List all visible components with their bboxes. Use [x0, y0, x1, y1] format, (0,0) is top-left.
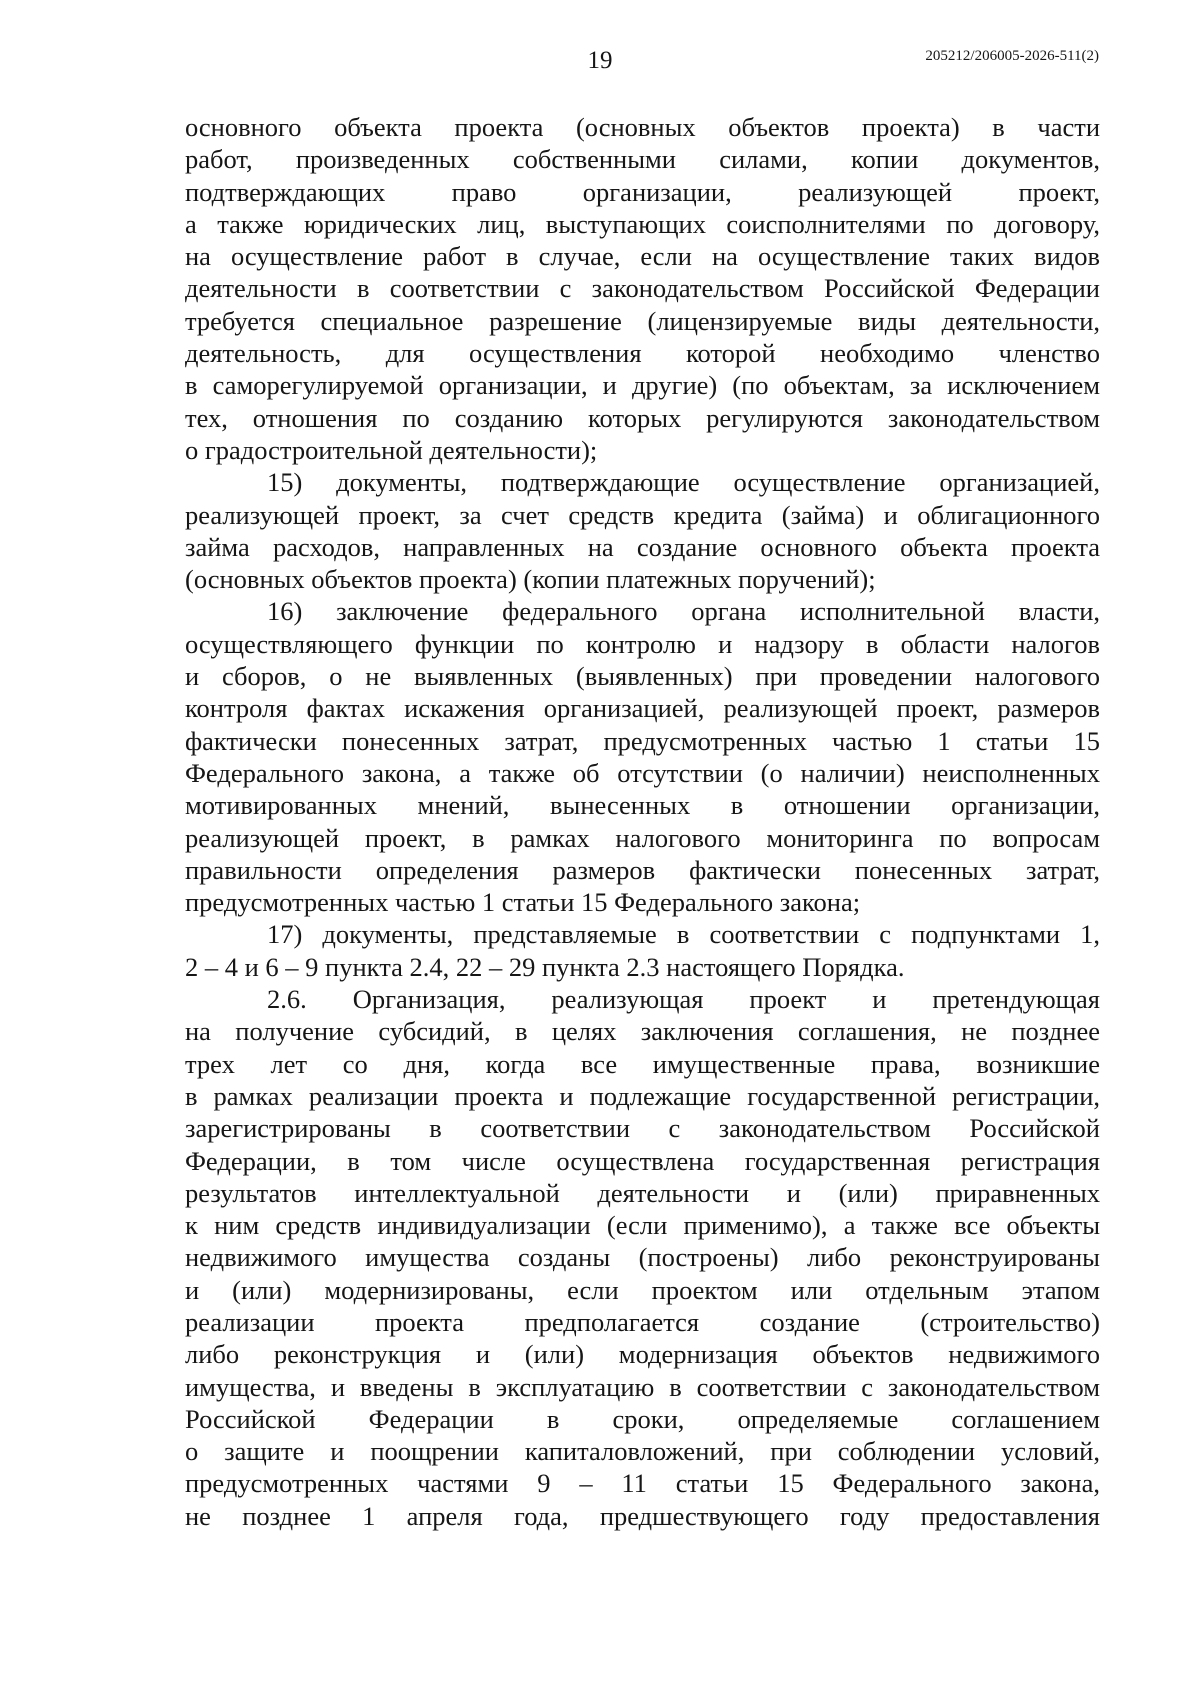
- text-line: 16) заключение федерального органа исполнительной власти,: [267, 596, 1100, 627]
- text-line: требуется специальное разрешение (лицензируемые виды деятельности,: [185, 305, 1100, 336]
- text-line: либо реконструкция и (или) модернизация объектов недвижимого: [185, 1339, 1100, 1370]
- text-line: 15) документы, подтверждающие осуществление организацией,: [267, 467, 1100, 498]
- text-line: контроля фактах искажения организацией, реализующей проект, размеров: [185, 693, 1100, 724]
- paragraph: [185, 466, 1100, 595]
- text-line: подтверждающих право организации, реализующей проект,: [185, 176, 1100, 207]
- text-line: фактически понесенных затрат, предусмотренных частью 1 статьи 15: [185, 725, 1100, 756]
- text-line: зарегистрированы в соответствии с законодательством Российской: [185, 1113, 1100, 1144]
- text-line: Российской Федерации в сроки, определяемые соглашением: [185, 1403, 1100, 1434]
- text-line: к ним средств индивидуализации (если применимо), а также все объекты: [185, 1210, 1100, 1241]
- text-line: мотивированных мнений, вынесенных в отношении организации,: [185, 790, 1100, 821]
- text-line: на осуществление работ в случае, если на осуществление таких видов: [185, 241, 1100, 272]
- text-line: реализации проекта предполагается создание (строительство): [185, 1306, 1100, 1337]
- text-line: 2.6. Организация, реализующая проект и претендующая: [267, 984, 1100, 1015]
- text-line: а также юридических лиц, выступающих соисполнителями по договору,: [185, 208, 1100, 239]
- text-line: займа расходов, направленных на создание основного объекта проекта: [185, 531, 1100, 562]
- text-line: предусмотренных частями 9 – 11 статьи 15 Федерального закона,: [185, 1468, 1100, 1499]
- text-line: основного объекта проекта (основных объектов проекта) в части: [185, 112, 1100, 142]
- text-line: Федерального закона, а также об отсутствии (о наличии) неисполненных: [185, 757, 1100, 788]
- document-body: [185, 111, 1100, 1532]
- text-line: недвижимого имущества созданы (построены) либо реконструированы: [185, 1242, 1100, 1273]
- paragraph: [185, 595, 1100, 918]
- text-line: предусмотренных частью 1 статьи 15 Федерального закона;: [185, 887, 861, 918]
- text-line: о градостроительной деятельности);: [185, 434, 598, 465]
- text-line: и сборов, о не выявленных (выявленных) при проведении налогового: [185, 661, 1100, 692]
- text-line: результатов интеллектуальной деятельности и (или) приравненных: [185, 1177, 1100, 1208]
- document-code: 205212/206005-2026-511(2): [925, 48, 1099, 64]
- text-line: 17) документы, представляемые в соответствии с подпунктами 1,: [267, 919, 1100, 950]
- text-line: и (или) модернизированы, если проектом или отдельным этапом: [185, 1274, 1100, 1305]
- text-line: имущества, и введены в эксплуатацию в соответствии с законодательством: [185, 1371, 1100, 1402]
- text-line: работ, произведенных собственными силами, копии документов,: [185, 144, 1100, 175]
- text-line: деятельность, для осуществления которой необходимо членство: [185, 338, 1100, 369]
- text-line: правильности определения размеров фактически понесенных затрат,: [185, 854, 1100, 885]
- page-number: 19: [587, 47, 613, 74]
- text-line: Федерации, в том числе осуществлена государственная регистрация: [185, 1145, 1100, 1176]
- text-line: не позднее 1 апреля года, предшествующего году предоставления: [185, 1500, 1100, 1531]
- text-line: реализующей проект, за счет средств кредита (займа) и облигационного: [185, 499, 1100, 530]
- text-line: деятельности в соответствии с законодательством Российской Федерации: [185, 273, 1100, 304]
- text-line: о защите и поощрении капиталовложений, при соблюдении условий,: [185, 1436, 1100, 1467]
- paragraph: [185, 918, 1100, 983]
- text-line: (основных объектов проекта) (копии платежных поручений);: [185, 564, 876, 595]
- text-line: в саморегулируемой организации, и другие) (по объектам, за исключением: [185, 370, 1100, 401]
- text-line: трех лет со дня, когда все имущественные права, возникшие: [185, 1048, 1100, 1079]
- text-line: на получение субсидий, в целях заключения соглашения, не позднее: [185, 1016, 1100, 1047]
- text-line: в рамках реализации проекта и подлежащие государственной регистрации,: [185, 1080, 1100, 1111]
- text-line: тех, отношения по созданию которых регулируются законодательством: [185, 402, 1100, 433]
- text-line: 2 – 4 и 6 – 9 пункта 2.4, 22 – 29 пункта 2.3 настоящего Порядка.: [185, 951, 905, 982]
- text-line: реализующей проект, в рамках налогового мониторинга по вопросам: [185, 822, 1100, 853]
- paragraph: [185, 111, 1100, 466]
- paragraph: [185, 983, 1100, 1532]
- text-line: осуществляющего функции по контролю и надзору в области налогов: [185, 628, 1100, 659]
